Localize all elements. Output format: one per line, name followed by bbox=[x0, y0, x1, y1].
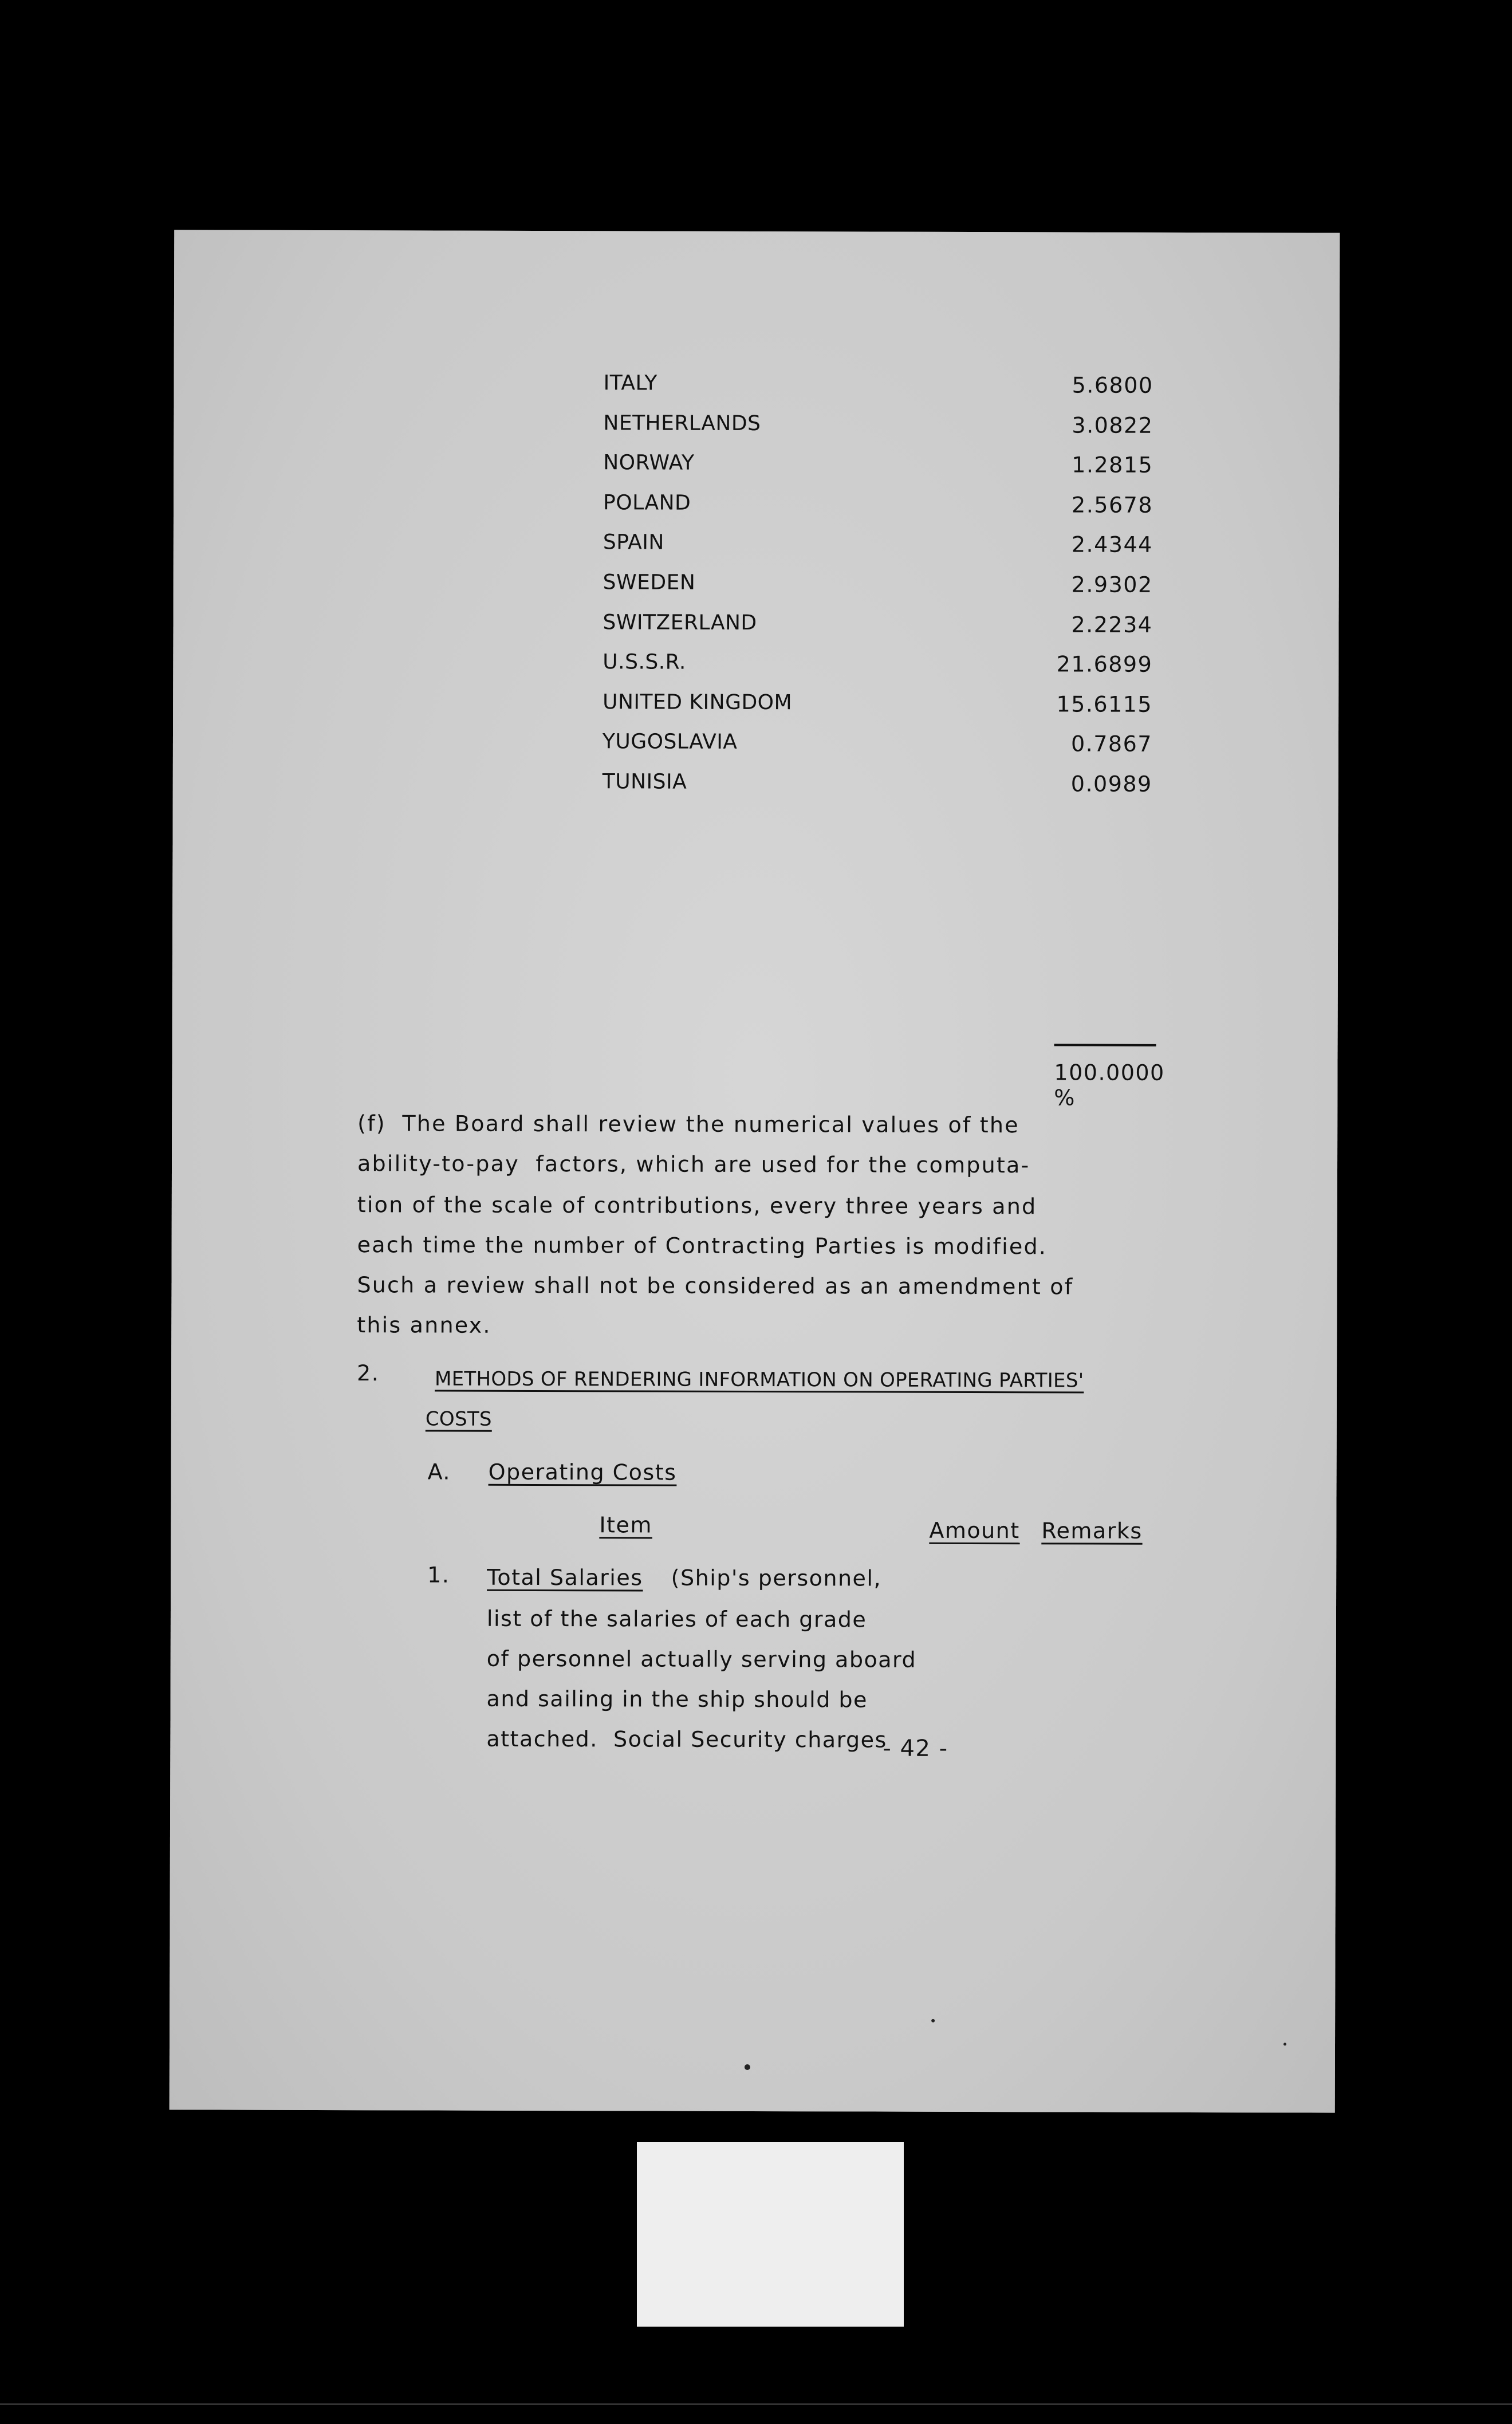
country-row bbox=[603, 451, 1153, 487]
section-title-line2: COSTS bbox=[425, 1407, 492, 1431]
country-value: 2.2234 bbox=[1071, 612, 1153, 638]
country-value: 1.2815 bbox=[1072, 452, 1153, 478]
country-value: 2.4344 bbox=[1071, 532, 1153, 558]
paragraph-line: Such a review shall not be considered as an amendment of bbox=[357, 1272, 1074, 1300]
item-line: of personnel actually serving aboard bbox=[486, 1646, 917, 1673]
item-number: 1. bbox=[427, 1562, 450, 1588]
country-name: SWITZERLAND bbox=[603, 610, 757, 635]
item-line: list of the salaries of each grade bbox=[486, 1605, 867, 1632]
country-name: SPAIN bbox=[603, 530, 664, 554]
amount-header: Amount bbox=[929, 1517, 1020, 1544]
country-value: 21.6899 bbox=[1056, 651, 1153, 678]
country-name: U.S.S.R. bbox=[603, 650, 686, 674]
subsection-letter: A. bbox=[427, 1459, 451, 1485]
paragraph-line: ability-to-pay factors, which are used for the computa- bbox=[357, 1151, 1030, 1178]
country-name: YUGOSLAVIA bbox=[602, 730, 738, 754]
speck bbox=[1283, 2043, 1286, 2045]
paragraph-line: each time the number of Contracting Parties is modified. bbox=[357, 1232, 1048, 1260]
item-line: (Ship's personnel, bbox=[663, 1565, 882, 1591]
item-line: attached. Social Security charges bbox=[486, 1726, 887, 1753]
speck bbox=[931, 2019, 935, 2022]
item-header: Item bbox=[599, 1512, 652, 1538]
country-row bbox=[603, 730, 1152, 766]
bottom-card bbox=[637, 2142, 904, 2327]
bottom-rule bbox=[0, 2403, 1512, 2405]
country-row bbox=[603, 611, 1152, 647]
country-value: 0.0989 bbox=[1070, 771, 1152, 797]
country-name: NETHERLANDS bbox=[603, 411, 761, 435]
country-row bbox=[603, 491, 1153, 527]
country-value: 5.6800 bbox=[1072, 372, 1153, 398]
section-title-line1: METHODS OF RENDERING INFORMATION ON OPERATING PARTIES' bbox=[434, 1367, 1084, 1392]
country-name: UNITED KINGDOM bbox=[603, 690, 793, 714]
country-value: 0.7867 bbox=[1070, 731, 1153, 757]
section-number: 2. bbox=[357, 1360, 380, 1386]
country-row bbox=[603, 531, 1153, 567]
page-content bbox=[357, 371, 1333, 1762]
paragraph-line: tion of the scale of contributions, every three years and bbox=[357, 1192, 1037, 1219]
paragraph-line: (f) The Board shall review the numerical values of the bbox=[357, 1111, 1019, 1138]
country-value: 3.0822 bbox=[1072, 412, 1153, 438]
total-rule bbox=[1054, 1044, 1156, 1046]
country-name: SWEDEN bbox=[603, 570, 696, 595]
country-row bbox=[603, 570, 1153, 607]
country-row bbox=[603, 690, 1152, 726]
speck bbox=[745, 2064, 750, 2070]
paragraph-line: this annex. bbox=[357, 1312, 491, 1338]
subsection-title: Operating Costs bbox=[488, 1459, 677, 1485]
page-number: - 42 - bbox=[883, 1735, 948, 1762]
country-table bbox=[360, 371, 1333, 797]
country-name: POLAND bbox=[603, 491, 691, 515]
country-value: 15.6115 bbox=[1056, 691, 1153, 717]
document-page bbox=[170, 230, 1340, 2112]
country-name: ITALY bbox=[603, 371, 657, 395]
country-name: NORWAY bbox=[603, 451, 695, 475]
country-value: 2.5678 bbox=[1072, 492, 1153, 518]
item-line: and sailing in the ship should be bbox=[486, 1686, 868, 1713]
country-row bbox=[603, 770, 1152, 806]
country-row bbox=[603, 371, 1153, 407]
item-title: Total Salaries bbox=[487, 1564, 643, 1591]
remarks-header: Remarks bbox=[1041, 1518, 1143, 1544]
country-row bbox=[603, 650, 1152, 686]
total-value: 100.0000 % bbox=[1054, 1060, 1165, 1111]
country-value: 2.9302 bbox=[1071, 572, 1153, 597]
country-row bbox=[603, 411, 1153, 447]
country-name: TUNISIA bbox=[602, 770, 687, 794]
